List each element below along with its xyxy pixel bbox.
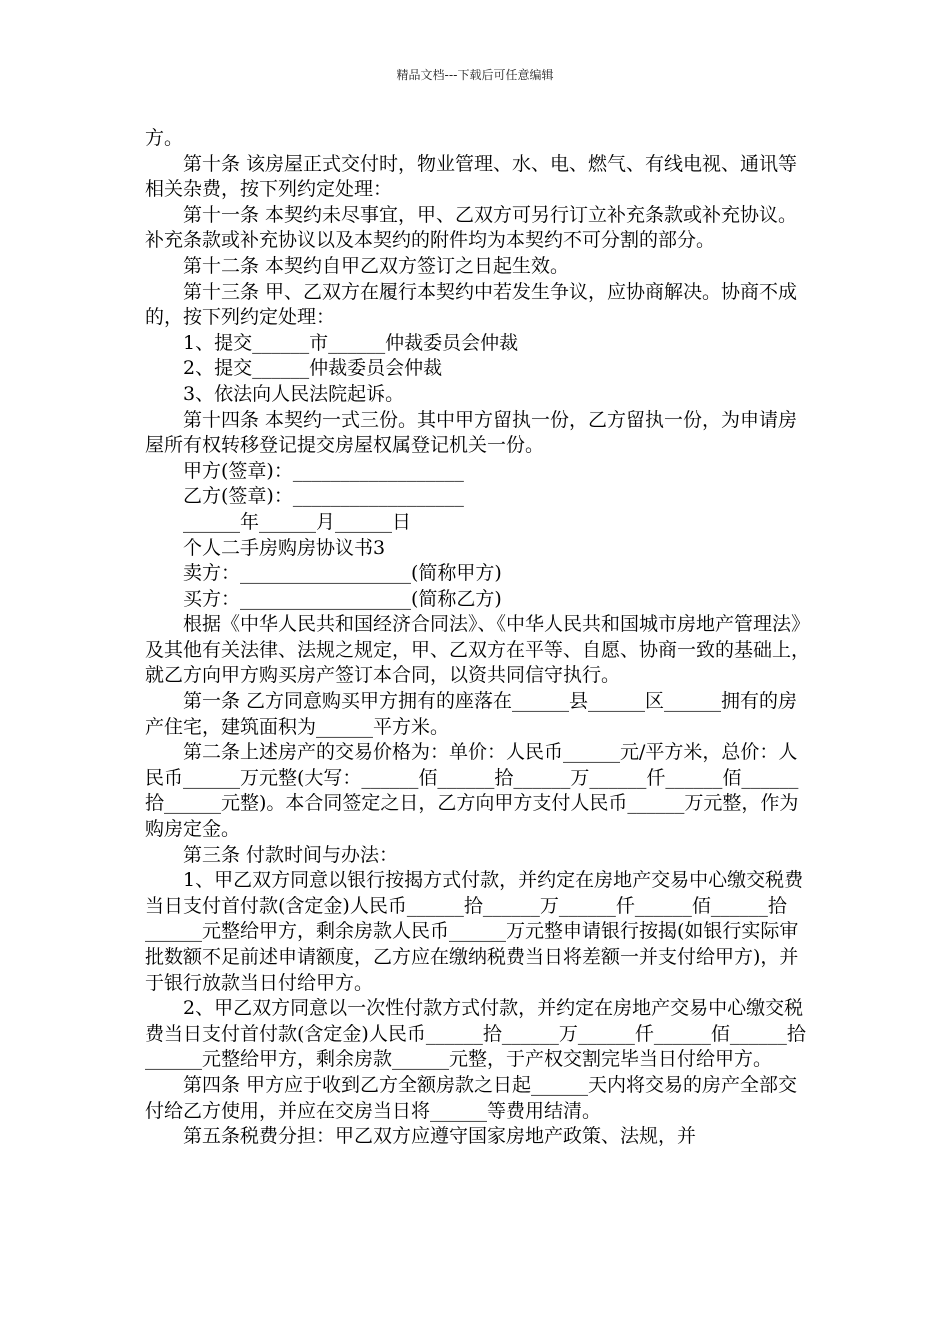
contract-body bbox=[145, 126, 810, 1150]
paragraph: 根据《中华人民共和国经济合同法》、《中华人民共和国城市房地产管理法》及其他有关法律、法规之规定，甲、乙双方在平等、自愿、协商一致的基础上，就乙方向甲方购买房产签订本合同，以资共同信守执行。 bbox=[145, 613, 811, 687]
paragraph: 第十二条 本契约自甲乙双方签订之日起生效。 bbox=[183, 254, 570, 277]
paragraph: 第一条 乙方同意购买甲方拥有的座落在______县______区______拥有的房产住宅，建筑面积为______平方米。 bbox=[145, 690, 798, 738]
paragraph: 第十条 该房屋正式交付时，物业管理、水、电、燃气、有线电视、通讯等相关杂费，按下列约定处理： bbox=[145, 152, 798, 201]
paragraph: 卖方：__________________(简称甲方) bbox=[183, 562, 502, 585]
paragraph: 乙方(签章)：__________________ bbox=[183, 485, 464, 508]
page-header: 精品文档---下载后可任意编辑 bbox=[396, 68, 554, 82]
paragraph: 方。 bbox=[145, 127, 184, 149]
paragraph: 2、提交______仲裁委员会仲裁 bbox=[183, 357, 443, 380]
paragraph: 1、甲乙双方同意以银行按揭方式付款，并约定在房地产交易中心缴交税费当日支付首付款(含定金)人民币______拾______万______仟______佰______拾______元整给甲方，剩余房款人民币______万元整申请银行按揭(如银行实际审批数额不足前述申请额度，乙方应在缴纳税费当日将差额一并支付给甲方)，并于银行放款当日付给甲方。 bbox=[145, 869, 804, 994]
paragraph: 第十四条 本契约一式三份。其中甲方留执一份，乙方留执一份，为申请房屋所有权转移登记提交房屋权属登记机关一份。 bbox=[145, 408, 798, 457]
paragraph: ______年______月______日 bbox=[183, 510, 412, 533]
paragraph: 第二条上述房产的交易价格为：单价：人民币______元/平方米，总价：人民币______万元整(大写：______佰______拾______万______仟______佰______拾______元整)。本合同签定之日，乙方向甲方支付人民币______万元整，作为购房定金。 bbox=[145, 741, 799, 841]
paragraph: 甲方(签章)：__________________ bbox=[183, 459, 464, 482]
paragraph: 第三条 付款时间与办法： bbox=[183, 843, 399, 866]
paragraph: 第四条 甲方应于收到乙方全额房款之日起______天内将交易的房产全部交付给乙方使用，并应在交房当日将______等费用结清。 bbox=[145, 1073, 798, 1122]
paragraph: 个人二手房购房协议书3 bbox=[183, 536, 386, 559]
paragraph: 买方：__________________(简称乙方) bbox=[183, 587, 502, 610]
paragraph: 第十一条 本契约未尽事宜，甲、乙双方可另行订立补充条款或补充协议。补充条款或补充协议以及本契约的附件均为本契约不可分割的部分。 bbox=[145, 203, 798, 252]
paragraph: 1、提交______市______仲裁委员会仲裁 bbox=[183, 331, 519, 354]
paragraph: 3、依法向人民法院起诉。 bbox=[183, 382, 405, 405]
paragraph: 2、甲乙双方同意以一次性付款方式付款，并约定在房地产交易中心缴交税费当日支付首付款(含定金)人民币______拾______万______仟______佰______拾______元整给甲方，剩余房款______元整，于产权交割完毕当日付给甲方。 bbox=[145, 997, 806, 1071]
paragraph: 第十三条 甲、乙双方在履行本契约中若发生争议，应协商解决。协商不成的，按下列约定处理： bbox=[145, 280, 798, 329]
paragraph: 第五条税费分担：甲乙双方应遵守国家房地产政策、法规，并 bbox=[183, 1125, 697, 1148]
